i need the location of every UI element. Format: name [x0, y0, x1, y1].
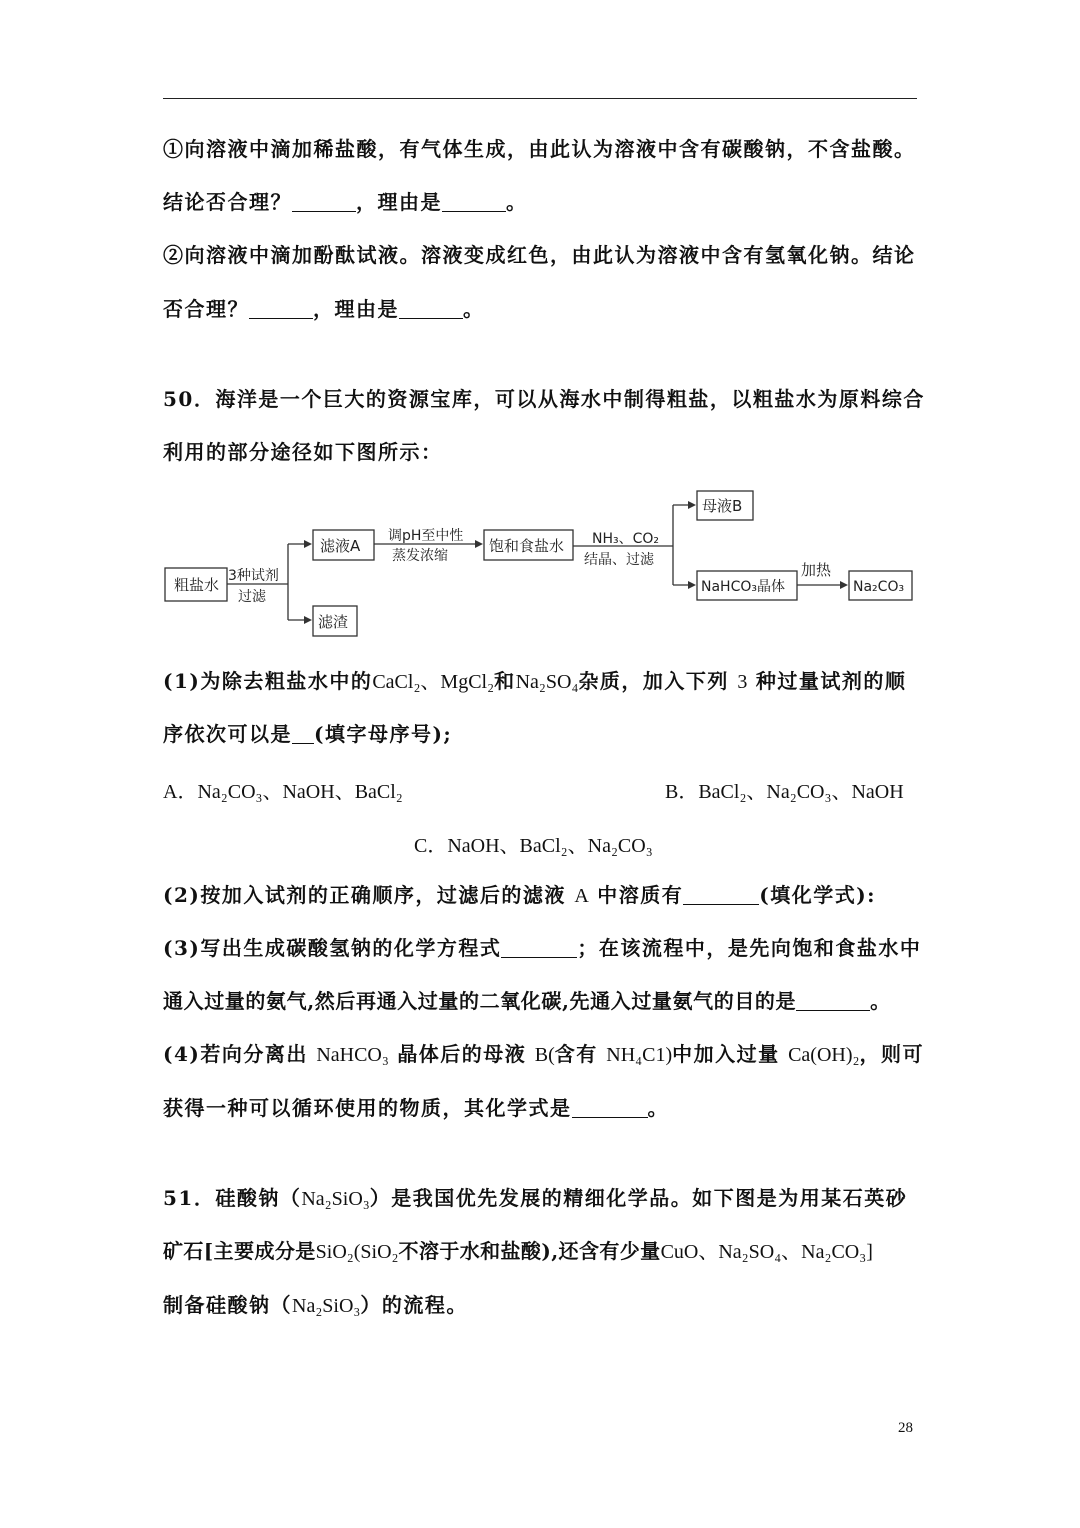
answer-blank[interactable] [249, 298, 313, 319]
q50-sub1-line2: 序依次可以是 (填字母序号); [163, 722, 453, 746]
label-mother-liquor-b: 母液B [702, 497, 743, 515]
q50-sub1-line1: (1)为除去粗盐水中的CaCl₂、MgCl₂和Na₂SO₄杂质，加入下列 3 种过量试剂的顺 [163, 669, 907, 693]
label-step2-bottom: 蒸发浓缩 [392, 548, 448, 564]
page-number: 28 [898, 1420, 913, 1436]
answer-blank[interactable] [796, 990, 870, 1011]
answer-blank[interactable] [399, 298, 463, 319]
q50-sub4-line1: (4)若向分离出 NaHCO₃ 晶体后的母液 B(含有 NH₄C1)中加入过量 Ca(OH)₂，则可 [163, 1042, 924, 1066]
label-step1-top: 3种试剂 [228, 568, 279, 584]
q50-sub3-line1: (3)写出生成碳酸氢钠的化学方程式 ；在该流程中，是先向饱和食盐水中 [163, 936, 922, 960]
label-filtrate-a: 滤液A [320, 537, 361, 555]
q50-sub4-line2: 获得一种可以循环使用的物质，其化学式是 。 [163, 1096, 669, 1120]
answer-blank[interactable] [292, 191, 356, 212]
q49-part2-line1: ②向溶液中滴加酚酞试液。溶液变成红色，由此认为溶液中含有氢氧化钠。结论 [163, 243, 916, 267]
label-heat: 加热 [801, 561, 832, 579]
answer-blank[interactable] [501, 937, 577, 958]
label-residue: 滤渣 [318, 613, 349, 631]
q50-intro-line1: 50．海洋是一个巨大的资源宝库，可以从海水中制得粗盐，以粗盐水为原料综合 [163, 387, 925, 411]
option-b: B．BaCl₂、Na₂CO₃、NaOH [665, 781, 904, 803]
label-saturated-brine: 饱和食盐水 [489, 537, 565, 555]
header-rule [163, 98, 917, 99]
q50-sub2-line: (2)按加入试剂的正确顺序，过滤后的滤液 A 中溶质有 (填化学式): [163, 883, 877, 907]
label-step1-bottom: 过滤 [238, 589, 266, 605]
process-flow-diagram [160, 488, 920, 638]
answer-blank[interactable] [442, 191, 506, 212]
q51-line1: 51．硅酸钠（Na₂SiO₃）是我国优先发展的精细化学品。如下图是为用某石英砂 [163, 1186, 908, 1210]
label-step3-top: NH₃、CO₂ [592, 531, 660, 547]
q49-part2-line2: 否合理？ ，理由是 。 [163, 297, 485, 321]
q51-line2: 矿石[主要成分是SiO₂(SiO₂不溶于水和盐酸),还含有少量CuO、Na₂SO₄、Na₂CO₃] [163, 1239, 873, 1263]
q49-part1-line2: 结论否合理？ ，理由是 。 [163, 190, 528, 214]
answer-blank[interactable] [292, 723, 314, 744]
label-step3-bottom: 结晶、过滤 [584, 552, 654, 568]
q50-intro-line2: 利用的部分途径如下图所示： [163, 440, 443, 464]
q51-line3: 制备硅酸钠（Na₂SiO₃）的流程。 [163, 1293, 468, 1317]
answer-blank[interactable] [683, 884, 759, 905]
q49-part1-line1: ①向溶液中滴加稀盐酸，有气体生成，由此认为溶液中含有碳酸钠，不含盐酸。 [163, 137, 916, 161]
option-c: C．NaOH、BaCl₂、Na₂CO₃ [414, 835, 653, 857]
option-a: A．Na₂CO₃、NaOH、BaCl₂ [163, 781, 403, 803]
label-step2-top: 调pH至中性 [388, 528, 464, 544]
answer-blank[interactable] [572, 1097, 648, 1118]
q50-sub3-line2: 通入过量的氨气,然后再通入过量的二氧化碳,先通入过量氨气的目的是 。 [163, 989, 891, 1013]
label-na2co3: Na₂CO₃ [853, 579, 905, 595]
label-nahco3-crystal: NaHCO₃晶体 [701, 579, 785, 595]
label-crude-salt-water: 粗盐水 [174, 576, 220, 594]
